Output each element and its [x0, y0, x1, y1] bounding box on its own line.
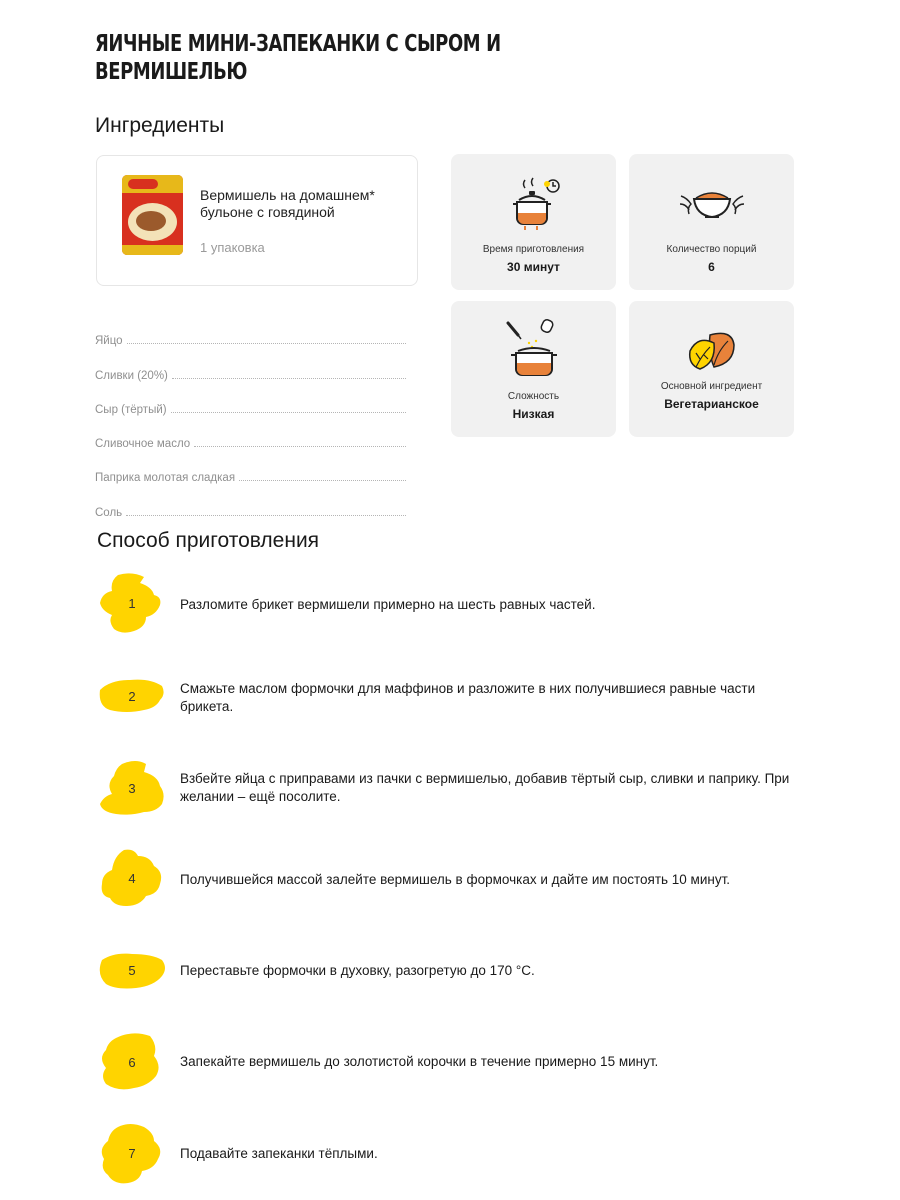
- ingredient-row: [95, 484, 406, 518]
- ingredient-row: [95, 313, 406, 347]
- stat-value: 30 минут: [507, 260, 560, 274]
- method-step: [96, 664, 796, 734]
- cooking-pot-timer-icon: [503, 176, 565, 234]
- leaves-icon: [686, 329, 738, 373]
- ingredient-row: [95, 450, 406, 484]
- ingredient-row: [95, 416, 406, 450]
- step-text: Запекайте вермишель до золотистой корочки в течение примерно 15 минут.: [180, 1054, 659, 1069]
- stat-value: 6: [708, 260, 715, 274]
- ingredient-name: Яйцо: [95, 335, 123, 348]
- step-number: 2: [128, 689, 136, 704]
- step-text: Получившейся массой залейте вермишель в формочках и дайте им постоять 10 минут.: [180, 872, 731, 887]
- method-step: [96, 756, 796, 826]
- step-number: 4: [128, 871, 136, 886]
- stat-value: Вегетарианское: [664, 397, 759, 411]
- method-step: [96, 1030, 796, 1100]
- pot-seasoning-icon: [502, 317, 566, 381]
- leader-dots: [126, 515, 406, 516]
- step-text: Подавайте запеканки тёплыми.: [180, 1146, 378, 1161]
- ingredient-list: [95, 313, 406, 519]
- stat-card-cook-time: [451, 154, 616, 290]
- step-text: Переставьте формочки в духовку, разогретую до 170 °С.: [180, 963, 535, 978]
- method-step: [96, 1121, 796, 1191]
- stat-card-servings: [629, 154, 794, 290]
- leader-dots: [171, 412, 406, 413]
- stat-label: Основной ингредиент: [660, 381, 763, 392]
- stat-card-difficulty: [451, 301, 616, 437]
- step-text: Смажьте маслом формочки для маффинов и разложите в них получившиеся равные части брикета.: [180, 681, 756, 714]
- ingredient-name: Сливочное масло: [95, 438, 191, 451]
- ingredient-name: Сливки (20%): [95, 369, 168, 382]
- product-card[interactable]: [96, 155, 418, 286]
- leader-dots: [239, 480, 406, 481]
- stat-label: Сложность: [507, 391, 560, 402]
- stat-value: Низкая: [512, 407, 555, 421]
- step-number: 6: [128, 1055, 136, 1070]
- stat-label: Время приготовления: [482, 244, 585, 255]
- ingredient-row: [95, 382, 406, 416]
- leader-dots: [194, 446, 406, 447]
- ingredient-name: Паприка молотая сладкая: [95, 472, 236, 485]
- product-quantity: 1 упаковка: [200, 240, 265, 255]
- ingredient-name: Сыр (тёртый): [95, 403, 167, 416]
- product-package-image: [122, 175, 183, 255]
- product-name[interactable]: Вермишель на домашнем* бульоне с говядиной: [200, 187, 375, 220]
- method-heading: Способ приготовления: [97, 529, 320, 552]
- method-step: [96, 938, 796, 1008]
- step-number: 1: [128, 596, 136, 611]
- ingredient-row: [95, 347, 406, 381]
- step-number: 5: [128, 963, 136, 978]
- step-text: Разломите брикет вермишели примерно на шесть равных частей.: [180, 597, 596, 612]
- ingredient-name: Соль: [95, 506, 123, 519]
- leader-dots: [127, 343, 406, 344]
- step-text: Взбейте яйца с приправами из пачки с вермишелью, добавив тёртый сыр, сливки и паприку. При желании – ещё посолите.: [180, 771, 790, 804]
- leader-dots: [172, 378, 406, 379]
- stat-card-main-ingredient: [629, 301, 794, 437]
- ingredients-heading: Ингредиенты: [95, 114, 225, 137]
- step-number: 3: [128, 781, 136, 796]
- recipe-title: ЯИЧНЫЕ МИНИ-ЗАПЕКАНКИ С СЫРОМ И ВЕРМИШЕЛЬЮ: [95, 31, 501, 85]
- method-step: [96, 571, 796, 641]
- method-step: [96, 846, 796, 916]
- serving-bowl-icon: [677, 184, 747, 228]
- stat-label: Количество порций: [666, 244, 757, 255]
- step-number: 7: [128, 1146, 136, 1161]
